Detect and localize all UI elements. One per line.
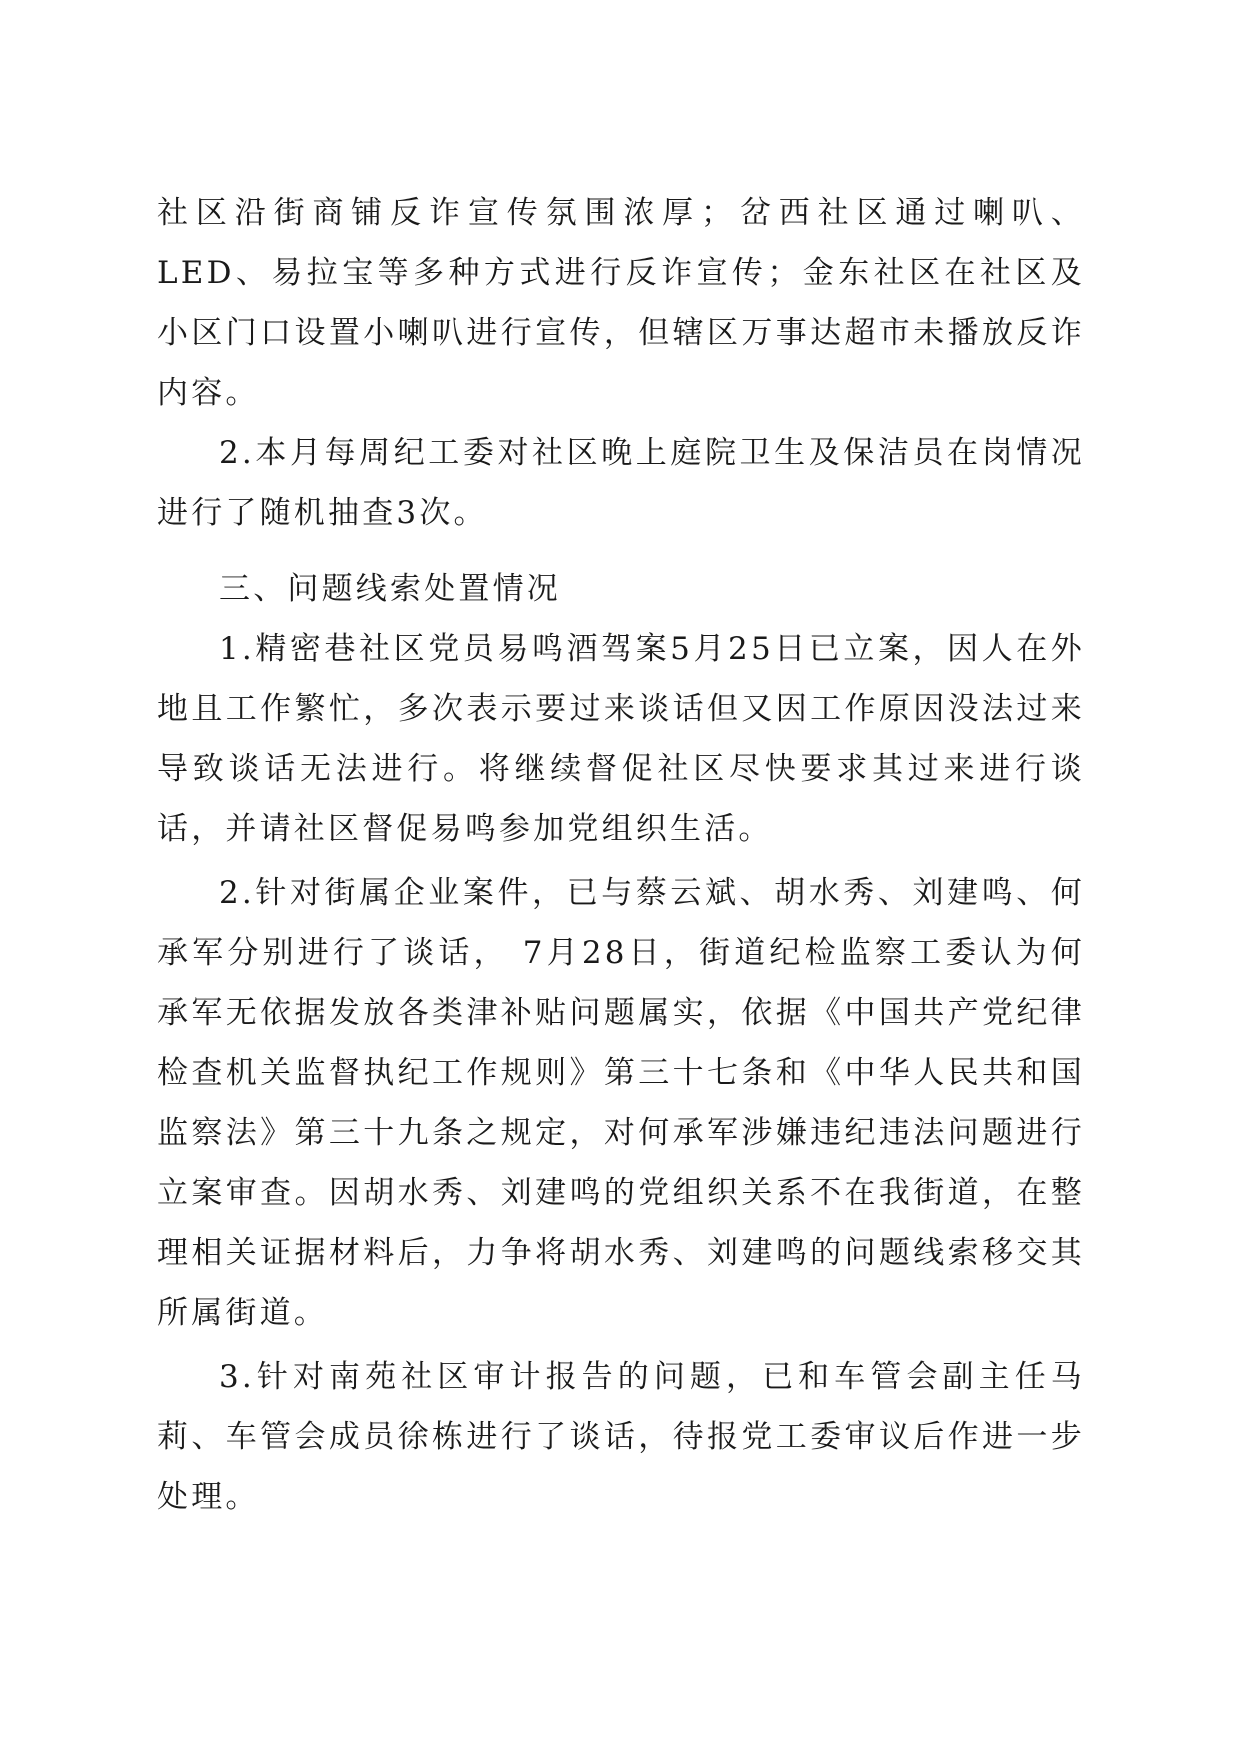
continued-paragraph: 社区沿街商铺反诈宣传氛围浓厚；岔西社区通过喇叭、LED、易拉宝等多种方式进行反诈宣传；金东社区在社区及小区门口设置小喇叭进行宣传，但辖区万事达超市未播放反诈内容。 [157,195,1085,411]
paragraph-case-3: 3.针对南苑社区审计报告的问题，已和车管会副主任马莉、车管会成员徐栋进行了谈话，待报党工委审议后作进一步处理。 [157,1359,1085,1515]
paragraph-spot-check: 2.本月每周纪工委对社区晚上庭院卫生及保洁员在岗情况进行了随机抽查3次。 [157,435,1085,531]
paragraph-case-1: 1.精密巷社区党员易鸣酒驾案5月25日已立案，因人在外地且工作繁忙，多次表示要过来谈话但又因工作原因没法过来导致谈话无法进行。将继续督促社区尽快要求其过来进行谈话，并请社区督促易鸣参加党组织生活。 [157,631,1085,847]
paragraph-case-2: 2.针对街属企业案件，已与蔡云斌、胡水秀、刘建鸣、何承军分别进行了谈话， 7月28日，街道纪检监察工委认为何承军无依据发放各类津补贴问题属实，依据《中国共产党纪律检查机关监督执纪工作规则》第三十七条和《中华人民共和国监察法》第三十九条之规定，对何承军涉嫌违纪违法问题进行立案审查。因胡水秀、刘建鸣的党组织关系不在我街道，在整理相关证据材料后，力争将胡水秀、刘建鸣的问题线索移交其所属街道。 [157,875,1085,1331]
section-heading: 三、问题线索处置情况 [219,571,561,607]
document-body [157,183,1085,1527]
